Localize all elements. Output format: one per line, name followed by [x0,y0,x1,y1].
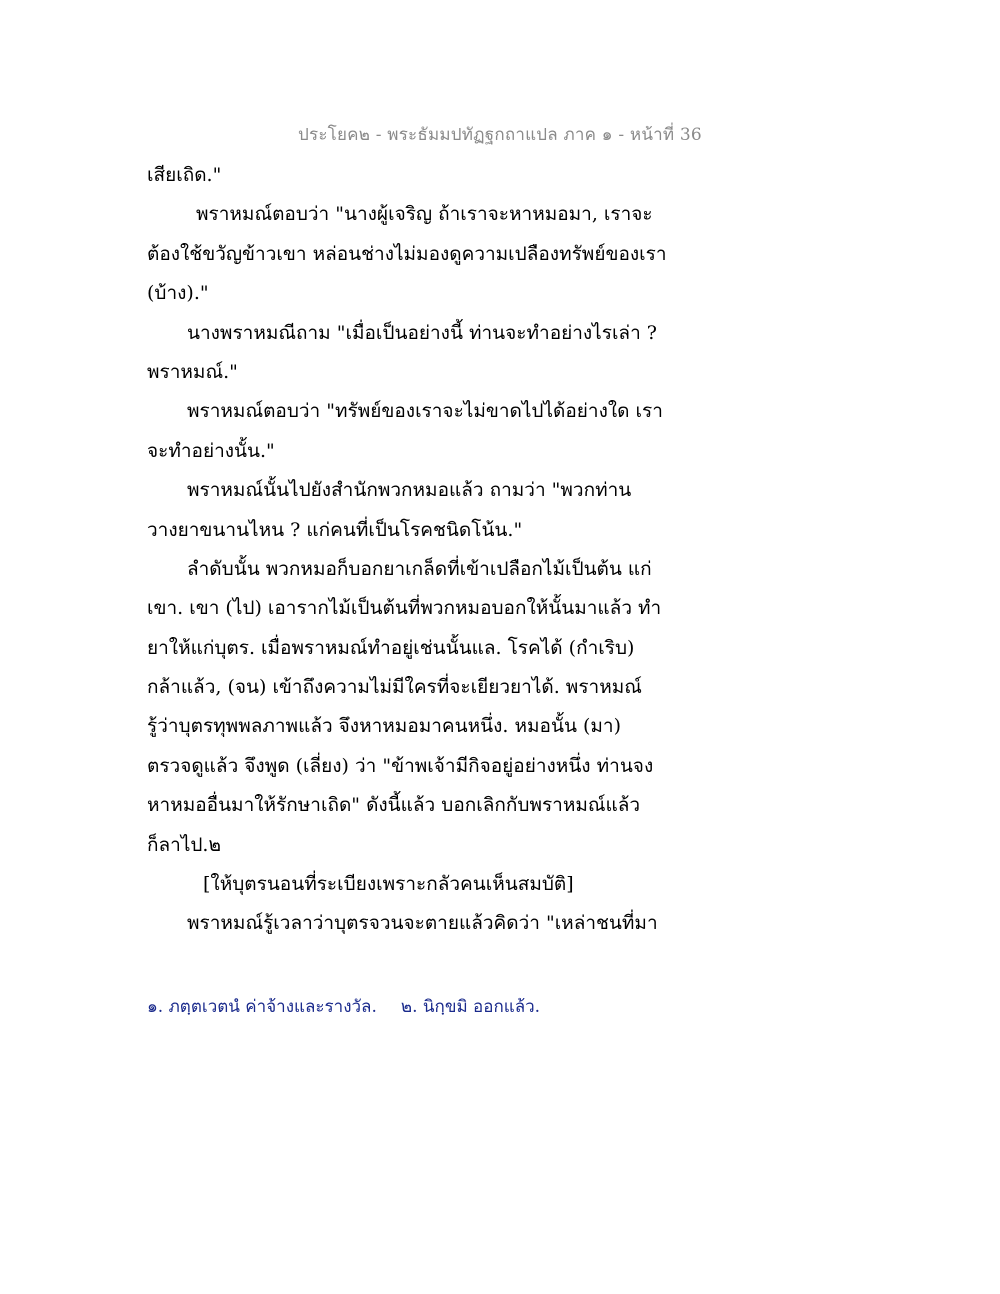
text-line: รู้ว่าบุตรทุพพลภาพแล้ว จึงหาหมอมาคนหนึ่ง. หมอนั้น (มา) [147,715,621,738]
text-line: หาหมออื่นมาให้รักษาเถิด" ดังนี้แล้ว บอกเลิกกับพราหมณ์แล้ว [147,794,641,817]
footnote-2: ๒. นิกฺขมิ ออกแล้ว. [400,997,541,1017]
text-line: พราหมณ์ตอบว่า "นางผู้เจริญ ถ้าเราจะหาหมอมา, เราจะ [196,203,653,226]
text-line: ต้องใช้ขวัญข้าวเขา หล่อนช่างไม่มองดูความเปลืองทรัพย์ของเรา [147,242,667,265]
text-line: วางยาขนานไหน ? แก่คนที่เป็นโรคชนิดโน้น." [147,518,523,541]
text-line: กล้าแล้ว, (จน) เข้าถึงความไม่มีใครที่จะเยียวยาได้. พราหมณ์ [147,676,642,699]
text-line: พราหมณ์ตอบว่า "ทรัพย์ของเราจะไม่ขาดไปได้อย่างใด เรา [187,400,663,423]
footnote-1: ๑. ภตฺตเวตนํ ค่าจ้างและรางวัล. [147,997,377,1017]
text-line: ตรวจดูแล้ว จึงพูด (เลี่ยง) ว่า "ข้าพเจ้ามีกิจอยู่อย่างหนึ่ง ท่านจง [147,754,654,777]
text-line: พราหมณ์." [147,360,238,383]
text-line: ลำดับนั้น พวกหมอก็บอกยาเกล็ดที่เข้าเปลือกไม้เป็นต้น แก่ [187,557,652,580]
footnotes [147,993,540,1020]
text-line: พราหมณ์นั้นไปยังสำนักพวกหมอแล้ว ถามว่า "พวกท่าน [187,479,632,502]
page-header: ประโยค๒ - พระธัมมปทัฏฐกถาแปล ภาค ๑ - หน้าที่ 36 [298,125,702,145]
body-text [147,156,667,944]
text-line: ก็ลาไป.๒ [147,833,221,856]
text-line: เสียเถิด." [147,164,222,186]
section-heading: [ให้บุตรนอนที่ระเบียงเพราะกลัวคนเห็นสมบัติ] [203,873,574,896]
text-line: นางพราหมณีถาม "เมื่อเป็นอย่างนี้ ท่านจะทำอย่างไรเล่า ? [187,321,657,344]
text-line: เขา. เขา (ไป) เอารากไม้เป็นต้นที่พวกหมอบอกให้นั้นมาแล้ว ทำ [147,597,662,620]
text-line: พราหมณ์รู้เวลาว่าบุตรจวนจะตายแล้วคิดว่า "เหล่าชนที่มา [187,912,658,935]
text-line: จะทำอย่างนั้น." [147,439,275,462]
text-line: ยาให้แก่บุตร. เมื่อพราหมณ์ทำอยู่เช่นนั้นแล. โรคได้ (กำเริบ) [147,636,635,659]
text-line: (บ้าง)." [147,282,209,305]
